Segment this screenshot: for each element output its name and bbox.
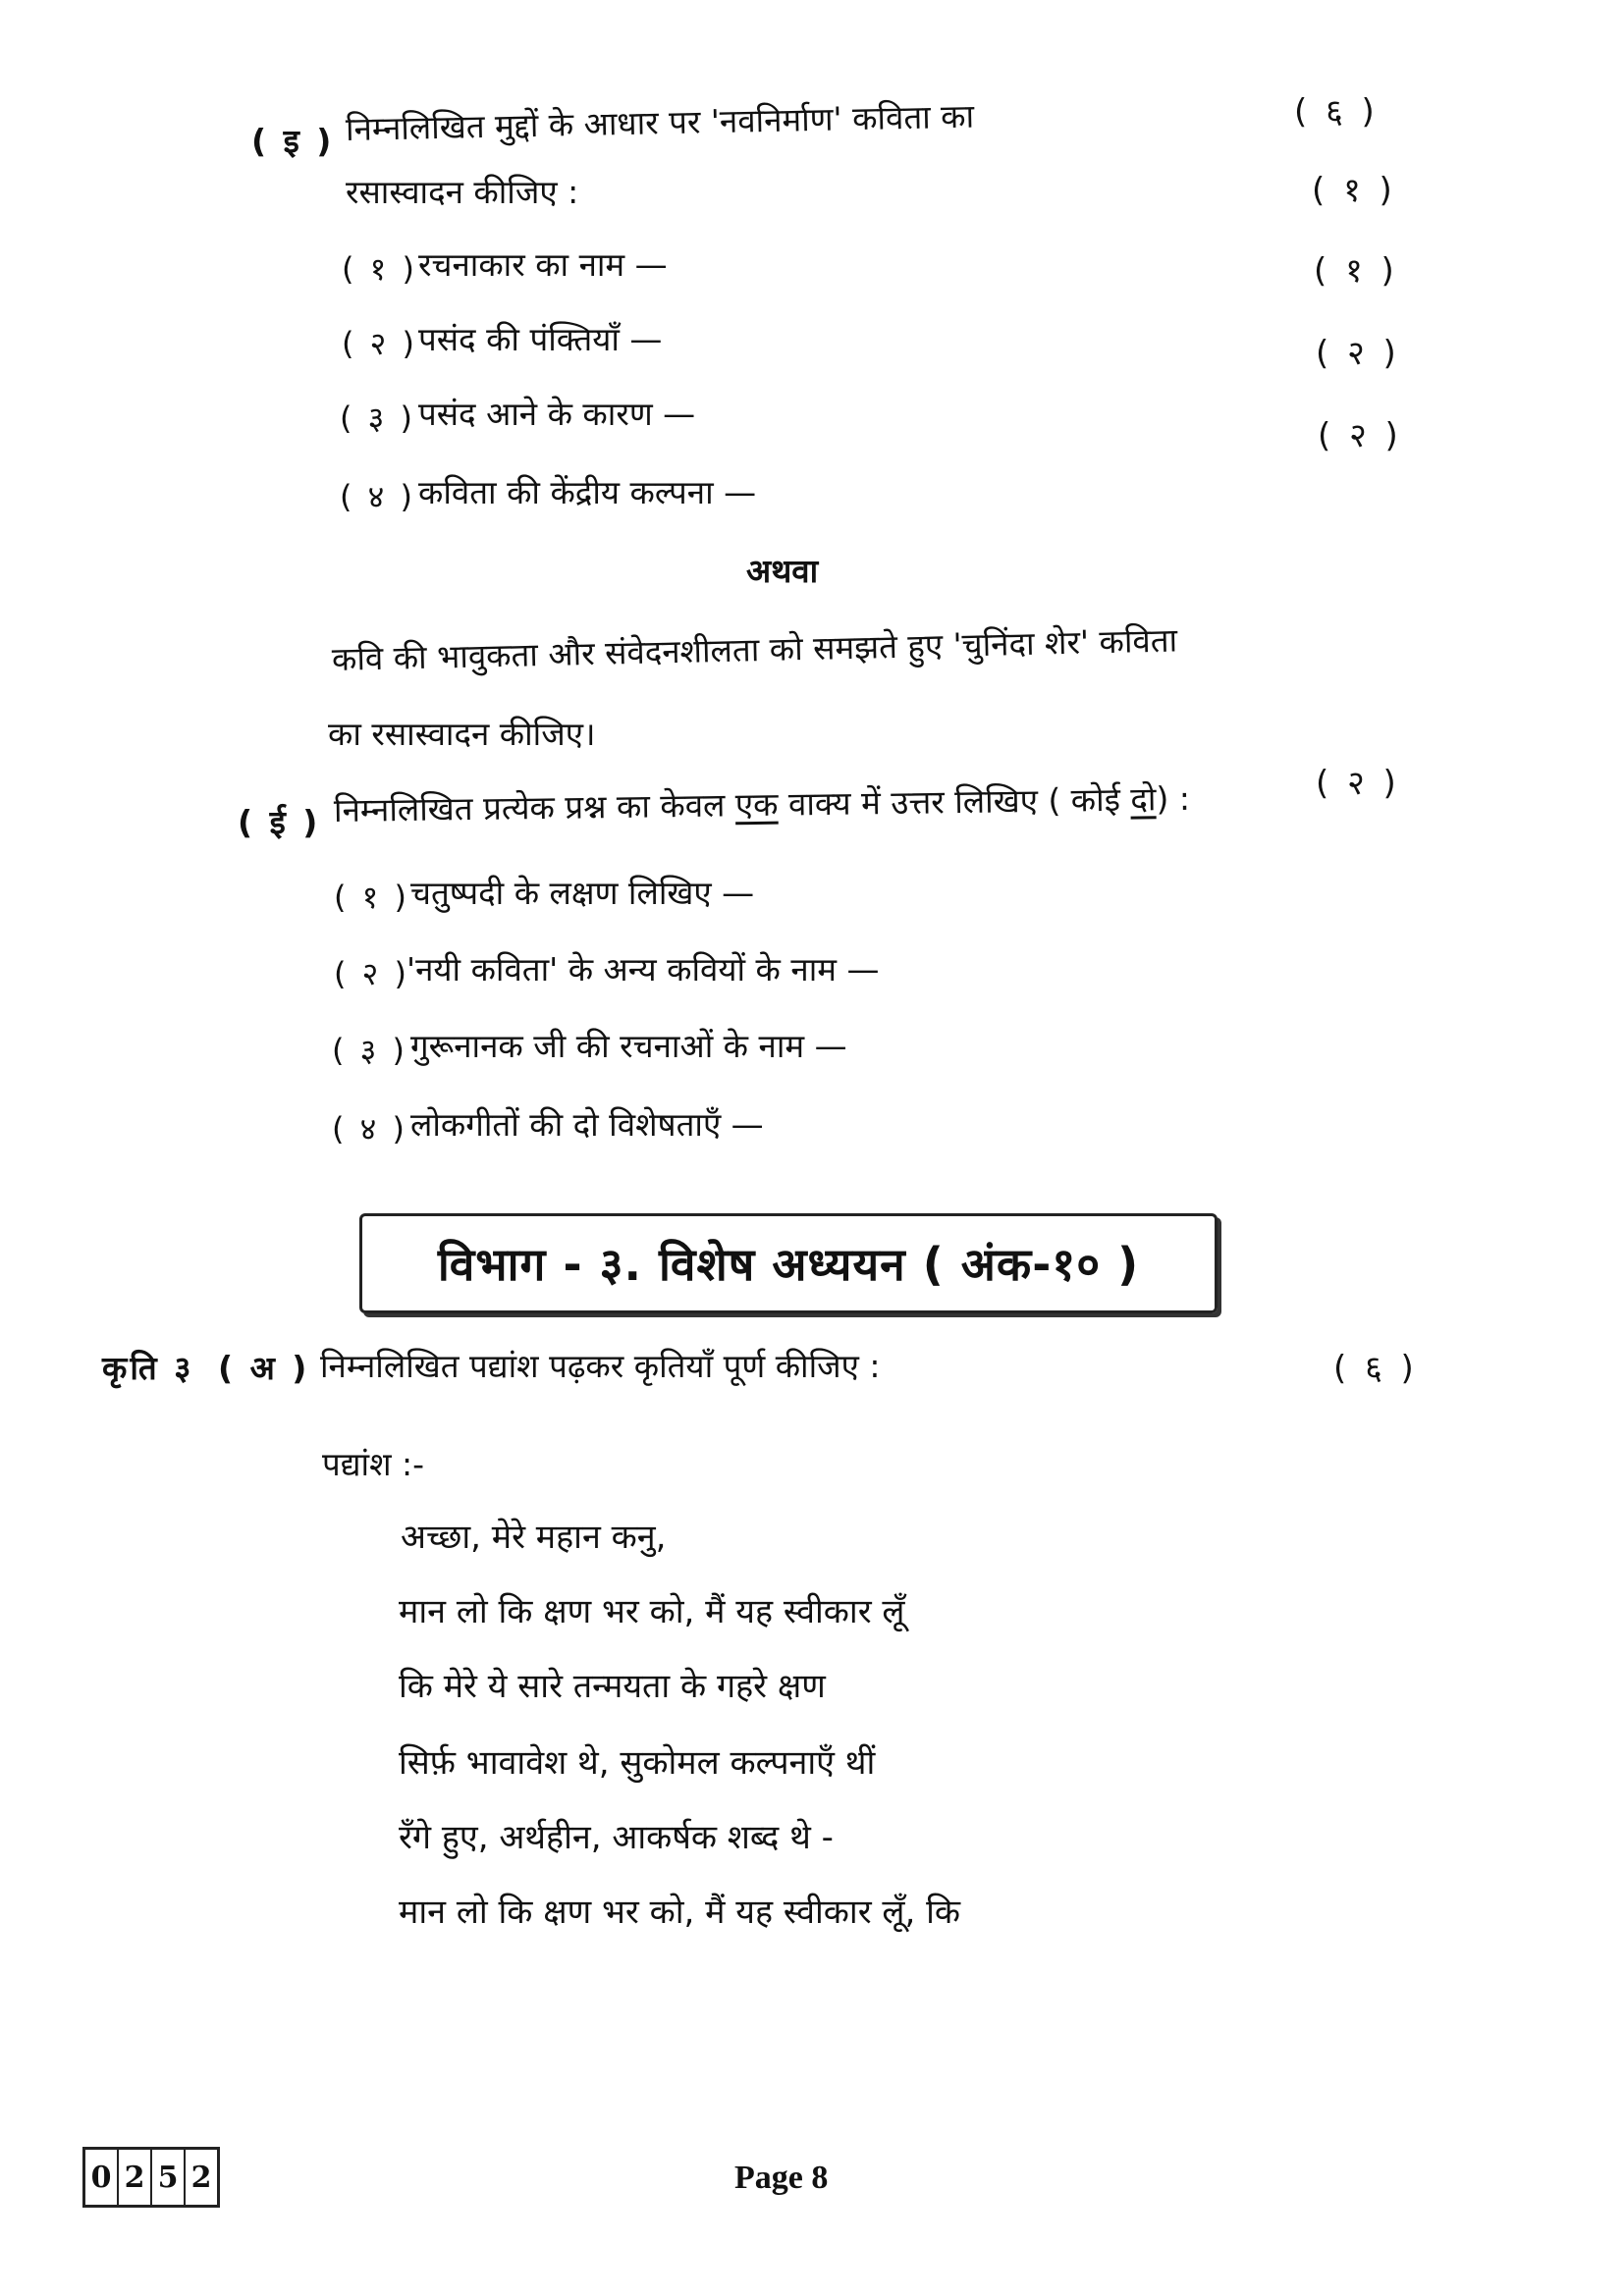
item-1-text: चतुष्पदी के लक्षण लिखिए — [410,874,755,912]
poem-line-1: अच्छा, मेरे महान कनु, [401,1518,667,1557]
item-2-text: 'नयी कविता' के अन्य कवियों के नाम — [406,950,880,988]
poem-line-3: कि मेरे ये सारे तन्मयता के गहरे क्षण [399,1667,826,1706]
point-4-number: ( ४ ) [340,478,415,515]
kriti-3-label: कृति ३ [102,1349,194,1387]
paper-code-digit: 0 [85,2150,119,2205]
section-title: विभाग - ३. विशेष अध्ययन ( अंक-१० ) [437,1238,1140,1291]
question-ee-label: ( ई ) [238,803,321,841]
poem-line-5: रँगे हुए, अर्थहीन, आकर्षक शब्द थे - [399,1818,834,1857]
question-e-line2: रसास्वादन कीजिए : [346,173,579,211]
point-3-number: ( ३ ) [340,400,415,437]
question-e-total-marks: ( ६ ) [1294,92,1379,132]
point-4-text: कविता की केंद्रीय कल्पना — [418,473,757,511]
poem-line-6: मान लो कि क्षण भर को, मैं यह स्वीकार लूँ, कि [399,1893,960,1932]
alternative-question-line2: का रसास्वादन कीजिए। [328,715,596,753]
item-3-number: ( ३ ) [332,1032,407,1069]
kriti-3-instruction: निम्नलिखित पद्यांश पढ़कर कृतियाँ पूर्ण कीजिए : [320,1347,881,1385]
point-1-number: ( १ ) [342,250,417,288]
paper-code-digit: 2 [119,2150,152,2205]
point-2-number: ( २ ) [342,325,417,362]
point-2-marks: ( १ ) [1314,251,1398,291]
question-ee-marks: ( २ ) [1316,764,1400,803]
poem-line-4: सिर्फ़ भावावेश थे, सुकोमल कल्पनाएँ थीं [399,1743,876,1783]
alternative-question-line1: कवि की भावुकता और संवेदनशीलता को समझते हुए 'चुनिंदा शेर' कविता [331,620,1178,678]
page-number: Page 8 [734,2160,829,2196]
or-separator: अथवा [746,552,819,590]
kriti-3-marks: ( ६ ) [1333,1349,1418,1388]
question-e-label: ( इ ) [251,122,335,160]
point-3-marks: ( २ ) [1316,334,1400,373]
point-4-marks: ( २ ) [1318,416,1402,455]
point-1-text: रचनाकार का नाम — [418,245,668,284]
point-1-marks: ( १ ) [1312,171,1396,210]
paper-code-digit: 2 [190,2160,212,2195]
item-1-number: ( १ ) [334,879,409,916]
item-4-text: लोकगीतों की दो विशेषताएँ — [410,1105,764,1144]
section-header-box [359,1213,1218,1313]
item-3-text: गुरूनानक जी की रचनाओं के नाम — [410,1027,847,1065]
paper-code-digit: 5 [152,2150,186,2205]
paper-code-boxes [82,2147,220,2208]
passage-label: पद्यांश :- [322,1445,425,1483]
point-2-text: पसंद की पंक्तियाँ — [418,320,663,358]
question-ee-text: निम्नलिखित प्रत्येक प्रश्न का केवल एक वाक्य में उत्तर लिखिए ( कोई दो) : [333,778,1191,829]
item-2-number: ( २ ) [334,955,409,992]
poem-line-2: मान लो कि क्षण भर को, मैं यह स्वीकार लूँ [399,1592,905,1631]
kriti-3-sub-label: ( अ ) [218,1349,310,1387]
point-3-text: पसंद आने के कारण — [418,395,696,433]
question-e-line1: निम्नलिखित मुद्दों के आधार पर 'नवनिर्माण' कविता का [345,96,975,148]
item-4-number: ( ४ ) [332,1110,407,1148]
